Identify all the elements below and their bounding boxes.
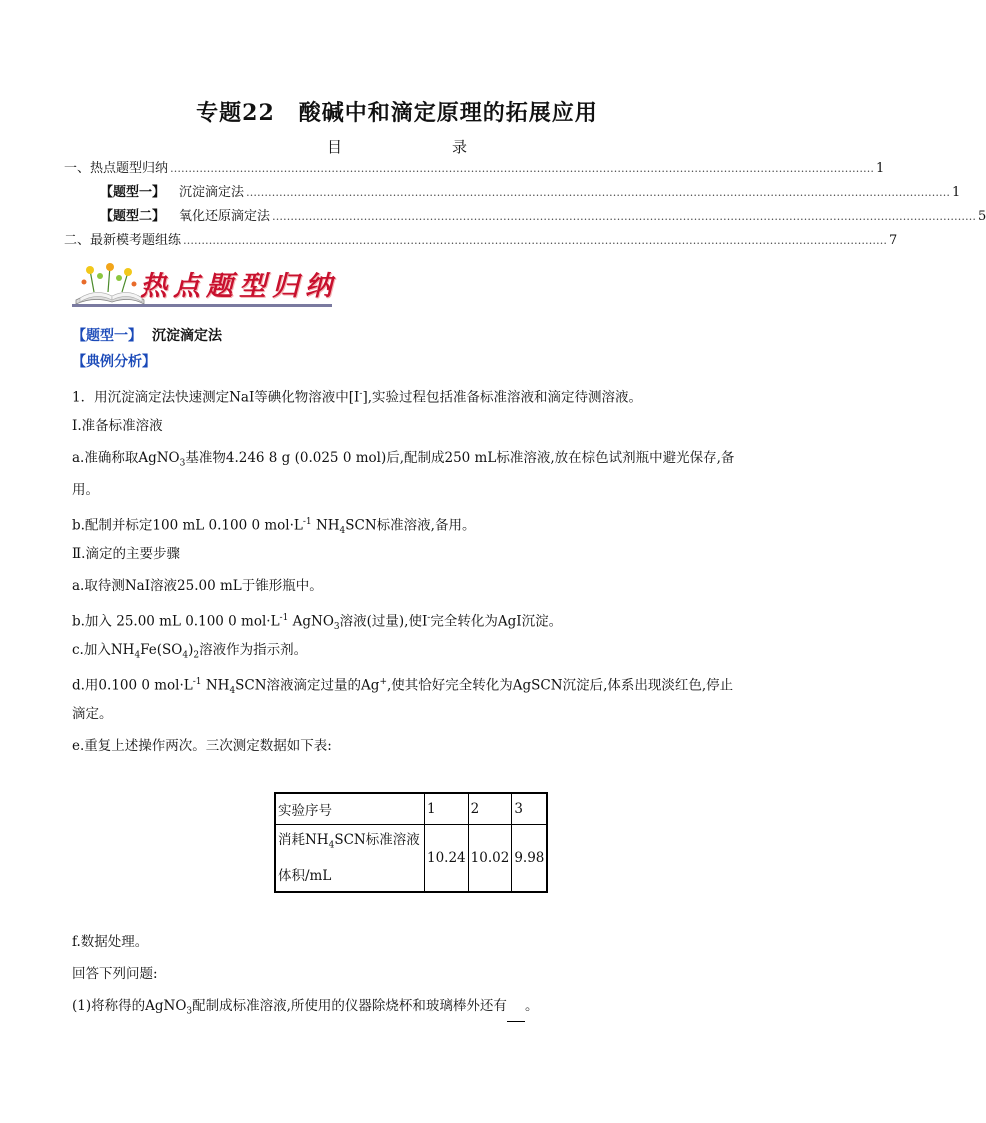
toc-page: 1 [876, 161, 885, 176]
title-main: 酸碱中和滴定原理的拓展应用 [298, 100, 598, 126]
toc-label: 氧化还原滴定法 [179, 209, 271, 224]
toc-page: 5 [978, 209, 986, 224]
page-title [0, 96, 794, 127]
banner-divider [72, 304, 332, 307]
section-heading [72, 325, 222, 345]
example-heading: 【典例分析】 [72, 354, 156, 370]
table-cell: 9.98 [512, 825, 548, 892]
step-heading: Ⅱ.滴定的主要步骤 [72, 546, 180, 562]
table-cell: 10.02 [468, 825, 512, 892]
step-text: 用。 [72, 482, 99, 498]
step-text: c.加入$NH_4Fe(SO_4)_2$溶液作为指示剂。 [72, 642, 308, 661]
table-cell: 3 [512, 793, 548, 825]
step-text: d.用0.100 0 $mol\cdot L^{-1}$ $NH_4SCN$溶液滴定过量的Ag+,使其恰好完全转化为AgSCN沉淀后,体系出现淡红色,停止 [72, 677, 734, 697]
title-prefix: 专题22 [196, 100, 275, 126]
toc-row[interactable] [100, 180, 961, 200]
toc-tag: 【题型二】 [100, 209, 166, 224]
toc-leader: ………………………………………………………………………………………………………………………………………………………………………… [170, 162, 875, 175]
answer-blank[interactable] [507, 1007, 525, 1022]
toc-leader: ………………………………………………………………………………………………………………………………………………………………………… [272, 210, 977, 223]
toc-row[interactable] [64, 228, 898, 248]
toc-tag: 【题型一】 [100, 185, 166, 200]
toc-heading-b: 录 [452, 138, 468, 156]
table-cell: 实验序号 [275, 793, 425, 825]
step-text: 滴定。 [72, 706, 113, 722]
toc-label: 沉淀滴定法 [179, 185, 245, 200]
step-text: b.加入 25.00 mL 0.100 0 $mol\cdot L^{-1}$ AgNO$_3$溶液(过量),使I-完全转化为AgI沉淀。 [72, 613, 563, 633]
question-text: (1)将称得的AgNO$_3$配制成标准溶液,所使用的仪器除烧杯和玻璃棒外还有 。 [72, 996, 732, 1022]
step-text: b.配制并标定100 mL 0.100 0 $mol\cdot L^{-1}$ $NH_4SCN$标准溶液,备用。 [72, 517, 476, 537]
step-heading: Ⅰ.准备标准溶液 [72, 418, 163, 434]
prompt-text: 回答下列问题: [72, 966, 158, 982]
toc-page: 7 [889, 233, 898, 248]
step-text: e.重复上述操作两次。三次测定数据如下表: [72, 738, 332, 754]
banner-title: 热点题型归纳 [140, 271, 338, 302]
step-text: f.数据处理。 [72, 934, 149, 950]
step-text: a.取待测NaI溶液25.00 mL于锥形瓶中。 [72, 578, 323, 594]
section-tag: 【题型一】 [72, 328, 142, 344]
step-text: a.准确称取AgNO$_3$基准物4.246 8 g (0.025 0 mol)后,配制成250 mL标准溶液,放在棕色试剂瓶中避光保存,备 [72, 450, 735, 469]
table-cell: 10.24 [425, 825, 469, 892]
table-cell: 2 [468, 793, 512, 825]
toc-leader: ………………………………………………………………………………………………………………………………………………………………………… [183, 234, 888, 247]
toc-page: 1 [952, 185, 961, 200]
table-cell: 1 [425, 793, 469, 825]
table-cell: 消耗$NH_4SCN$标准溶液 体积/mL [275, 825, 425, 892]
table-row [275, 793, 547, 825]
toc-heading-a: 目 [326, 138, 342, 156]
toc-heading [0, 136, 794, 157]
toc-leader: ………………………………………………………………………………………………………………………………………………………………………… [246, 186, 951, 199]
toc-row[interactable] [64, 156, 885, 176]
table-row [275, 825, 547, 892]
question-text: 1．用沉淀滴定法快速测定NaI等碘化物溶液中[I-],实验过程包括准备标准溶液和滴定待测溶液。 [72, 389, 642, 406]
toc-row[interactable] [100, 204, 986, 224]
measurement-table [274, 792, 548, 893]
toc-label: 二、最新模考题组练 [64, 233, 182, 248]
section-label: 沉淀滴定法 [152, 328, 222, 344]
toc-label: 一、热点题型归纳 [64, 161, 169, 176]
